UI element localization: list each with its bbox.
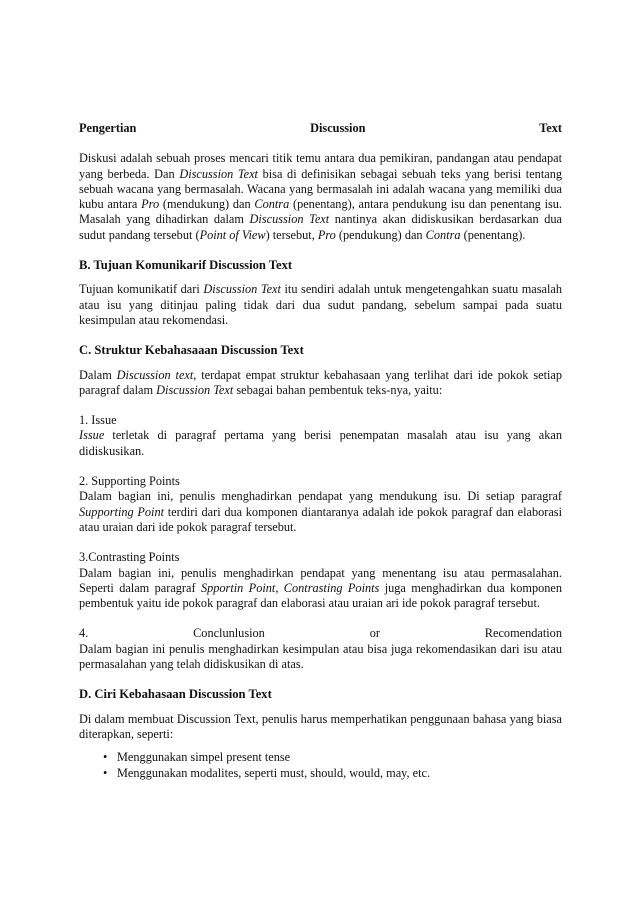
- section-c-intro: Dalam Discussion text, terdapat empat struktur kebahasaan yang terlihat dari ide pokok setiap paragraf dalam Discussion Text sebagai bahan pembentuk teks-nya, yaitu:: [79, 367, 563, 397]
- structure-item-supporting-points: [79, 474, 562, 535]
- structure-item-conclusion: [79, 626, 562, 672]
- section-b-paragraph: Tujuan komunikatif dari Discussion Text itu sendiri adalah untuk mengetengahkan suatu masalah atau isu yang ditinjau paling tidak dari dua sudut pandang, sebelum sampai pada suatu kesimpulan atau rekomendasi.: [79, 282, 562, 327]
- intro-paragraph: Diskusi adalah sebuah proses mencari titik temu antara dua pemikiran, pandangan atau pendapat yang berbeda. Dan Discussion Text bisa di definisikan sebagai sebuah teks yang berisi tentang sebuah wacana yang bermasalah. Wacana yang bermasalah ini adalah wacana yang memiliki dua kubu antara Pro (mendukung) dan Contra (penentang), antara pendukung isu dan penentang isu. Masalah yang dihadirkan dalam Discussion Text nantinya akan didiskusikan berdasarkan dua sudut pandang tersebut (Point of View) tersebut, Pro (pendukung) dan Contra (penentang).: [79, 151, 562, 242]
- section-d-paragraph: Di dalam membuat Discussion Text, penulis harus memperhatikan penggunaan bahasa yang biasa diterapkan, seperti:: [79, 711, 562, 741]
- item-body: Dalam bagian ini, penulis menghadirkan pendapat yang mendukung isu. Di setiap paragraf Supporting Point terdiri dari dua komponen diantaranya adalah ide pokok paragraf dan elaborasi atau uraian dari ide pokok paragraf tersebut.: [79, 489, 562, 534]
- item-label: 3.Contrasting Points: [79, 550, 180, 565]
- item-label: 4. Conclunlusion or Recomendation: [79, 626, 562, 641]
- feature-list: [79, 750, 562, 781]
- document-title: [79, 121, 562, 136]
- section-b-heading: B. Tujuan Komunikarif Discussion Text: [79, 258, 293, 273]
- section-c-heading: C. Struktur Kebahasaaan Discussion Text: [79, 343, 304, 358]
- title-word-3: Text: [539, 121, 562, 135]
- structure-item-contrasting-points: [79, 550, 562, 611]
- title-word-1: Pengertian: [79, 121, 137, 135]
- item-label: 2. Supporting Points: [79, 474, 180, 489]
- item-body: Dalam bagian ini penulis menghadirkan kesimpulan atau bisa juga rekomendasikan dari isu atau permasalahan yang telah didiskusikan di atas.: [79, 641, 562, 672]
- item-body: Dalam bagian ini, penulis menghadirkan pendapat yang menentang isu atau permasalahan. Seperti dalam paragraf Spportin Point, Contrasting Points juga menghadirkan dua komponen pembentuk yaitu ide pokok paragraf dan elaborasi atau uraian ari ide pokok paragraf tersebut.: [79, 565, 563, 611]
- structure-item-issue: [79, 413, 562, 459]
- section-d-heading: D. Ciri Kebahasaan Discussion Text: [79, 687, 272, 702]
- item-label: 1. Issue: [79, 413, 117, 428]
- list-item: • Menggunakan simpel present tense: [117, 750, 562, 765]
- list-item: • Menggunakan modalites, seperti must, should, would, may, etc.: [117, 766, 562, 781]
- item-body: Issue terletak di paragraf pertama yang berisi penempatan masalah atau isu yang akan didiskusikan.: [79, 428, 562, 458]
- document-content: [79, 121, 562, 781]
- title-word-2: Discussion: [310, 121, 366, 135]
